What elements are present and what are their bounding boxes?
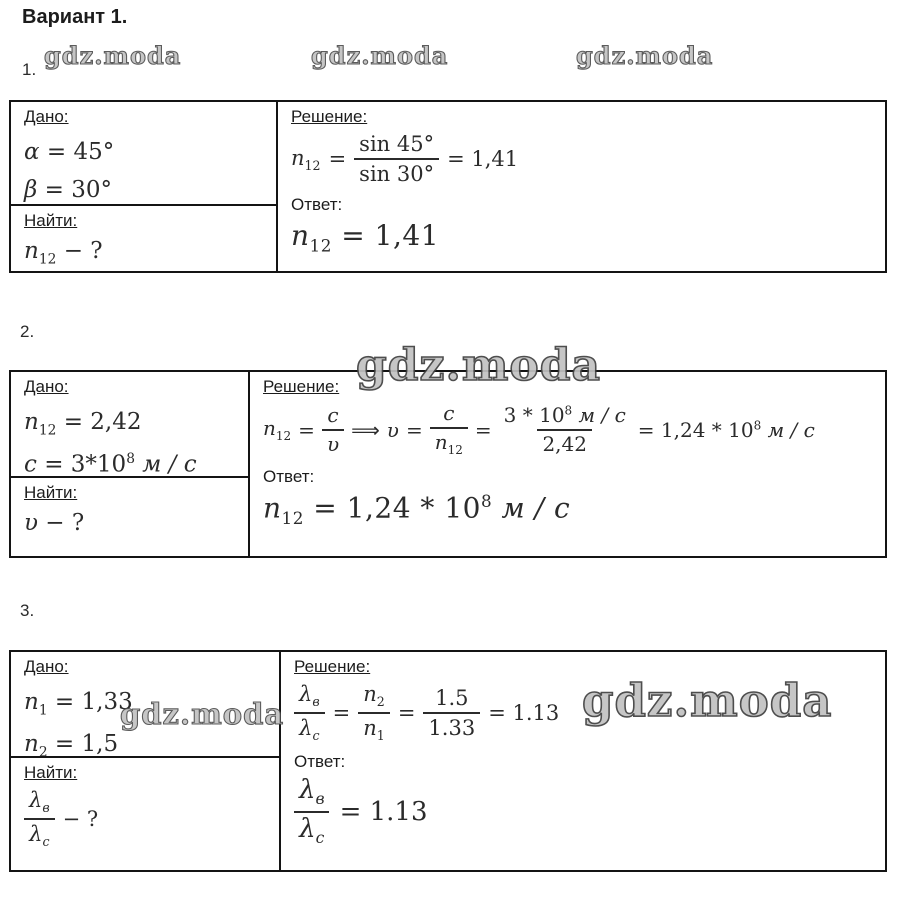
fraction bbox=[430, 402, 468, 458]
unit: м / с bbox=[761, 417, 815, 442]
equals: = bbox=[397, 700, 416, 725]
p2-given-line-1 bbox=[24, 409, 238, 439]
subscript: в bbox=[315, 790, 325, 809]
fraction bbox=[499, 404, 631, 456]
p1-given-line-1 bbox=[24, 139, 266, 165]
exponent: 8 bbox=[564, 403, 573, 418]
equals: = bbox=[298, 417, 315, 442]
solution-label: Решение: bbox=[294, 657, 371, 676]
p1-find-formula bbox=[24, 238, 266, 268]
var-n: n bbox=[24, 689, 39, 715]
denominator bbox=[430, 427, 468, 458]
p3-given-line-2 bbox=[24, 731, 269, 758]
p2-find-formula bbox=[24, 510, 238, 536]
p2-answer-formula bbox=[263, 491, 875, 528]
lhs bbox=[291, 146, 321, 173]
numerator: sin 45° bbox=[359, 132, 435, 156]
subscript: 2 bbox=[38, 744, 48, 758]
value: = 1.13 bbox=[339, 797, 428, 828]
subscript: с bbox=[42, 833, 50, 849]
subscript: 12 bbox=[38, 251, 57, 268]
numerator bbox=[358, 682, 390, 712]
var-n: n bbox=[363, 715, 377, 740]
watermark: gdz.moda bbox=[582, 674, 833, 727]
denominator: υ bbox=[322, 429, 344, 456]
numerator: 1.5 bbox=[435, 685, 469, 710]
subscript: 12 bbox=[281, 507, 304, 528]
numerator: c bbox=[327, 402, 339, 427]
p2-given-line-2 bbox=[24, 451, 238, 478]
numerator bbox=[24, 788, 55, 818]
var-lambda: λ bbox=[299, 775, 316, 806]
result: = 1,41 bbox=[447, 147, 519, 172]
p3-find-formula bbox=[24, 788, 269, 849]
equals: = bbox=[405, 417, 423, 442]
p2-given-cell bbox=[11, 372, 250, 478]
question: − ? bbox=[37, 510, 85, 536]
subscript: 12 bbox=[304, 157, 321, 173]
watermark: gdz.moda bbox=[576, 41, 714, 70]
var-lambda: λ bbox=[299, 814, 316, 845]
fraction bbox=[358, 682, 390, 743]
value: = 1,41 bbox=[331, 219, 440, 253]
var-lambda: λ bbox=[29, 788, 43, 812]
question: − ? bbox=[62, 806, 99, 831]
exponent: 8 bbox=[480, 490, 493, 511]
p2-solution-cell bbox=[250, 372, 885, 556]
denominator: sin 30° bbox=[354, 158, 439, 186]
var-lambda: λ bbox=[299, 682, 313, 706]
var-n: n bbox=[24, 238, 39, 264]
value: = 1,24 * 10 bbox=[637, 417, 754, 442]
var-c: c bbox=[24, 451, 37, 478]
watermark: gdz.moda bbox=[44, 41, 182, 70]
given-label: Дано: bbox=[24, 377, 69, 396]
value: = 1,5 bbox=[47, 730, 119, 757]
watermark: gdz.moda bbox=[311, 41, 449, 70]
given-label: Дано: bbox=[24, 107, 69, 126]
problem-1-number: 1. bbox=[22, 60, 37, 79]
problem-2-number: 2. bbox=[20, 322, 35, 341]
subscript: 1 bbox=[376, 727, 385, 743]
equals: = bbox=[332, 700, 351, 725]
implies-arrow: ⟹ bbox=[351, 417, 380, 442]
subscript: 12 bbox=[275, 429, 292, 444]
value: = 2,42 bbox=[56, 409, 142, 435]
equals: = bbox=[328, 147, 347, 172]
unit: м / с bbox=[572, 402, 626, 427]
var-n: n bbox=[24, 409, 39, 435]
denominator bbox=[294, 712, 324, 744]
given-label: Дано: bbox=[24, 657, 69, 676]
problem-2-table bbox=[9, 370, 887, 558]
find-label: Найти: bbox=[24, 483, 78, 502]
page-title: Вариант 1. bbox=[22, 6, 128, 28]
value: = 3*10 bbox=[36, 451, 127, 478]
find-label: Найти: bbox=[24, 211, 78, 230]
var-upsilon: υ bbox=[24, 510, 38, 536]
unit: м / с bbox=[134, 451, 197, 478]
fraction bbox=[423, 686, 480, 740]
value: = 45° bbox=[39, 139, 115, 165]
value: 3 * 10 bbox=[503, 402, 565, 427]
fraction bbox=[24, 788, 55, 849]
value: = 1,24 * 10 bbox=[303, 491, 481, 525]
value: = 1,33 bbox=[47, 689, 133, 715]
fraction bbox=[322, 404, 344, 456]
var-lambda: λ bbox=[299, 715, 313, 740]
exponent: 8 bbox=[753, 418, 762, 433]
subscript: в bbox=[42, 800, 50, 816]
watermark: gdz.moda bbox=[120, 697, 285, 731]
fraction bbox=[294, 776, 330, 848]
p1-given-line-2 bbox=[24, 177, 266, 203]
subscript: с bbox=[312, 727, 320, 743]
numerator bbox=[294, 682, 325, 712]
var-n: n bbox=[363, 682, 377, 706]
p3-answer-formula bbox=[294, 776, 875, 848]
watermark: gdz.moda bbox=[356, 340, 602, 391]
subscript: 2 bbox=[376, 694, 385, 710]
subscript: с bbox=[315, 829, 325, 848]
p1-solution-formula bbox=[291, 132, 875, 186]
result bbox=[638, 418, 815, 442]
var-lambda: λ bbox=[29, 821, 43, 846]
p1-solution-cell bbox=[278, 102, 885, 271]
subscript: в bbox=[312, 694, 320, 710]
fraction bbox=[294, 682, 325, 743]
subscript: 12 bbox=[309, 235, 332, 256]
result: = 1.13 bbox=[488, 700, 560, 725]
numerator bbox=[499, 404, 631, 429]
solution-label: Решение: bbox=[263, 377, 340, 396]
denominator bbox=[358, 712, 390, 744]
var-upsilon: υ bbox=[386, 417, 399, 442]
var-n: n bbox=[434, 430, 448, 454]
answer-label: Ответ: bbox=[291, 195, 343, 215]
p3-find-cell bbox=[11, 758, 281, 870]
denominator bbox=[24, 818, 54, 850]
denominator: 1.33 bbox=[423, 712, 480, 740]
var-n: n bbox=[291, 145, 305, 170]
denominator bbox=[294, 811, 329, 848]
answer-label: Ответ: bbox=[294, 752, 346, 772]
value: = 30° bbox=[37, 177, 112, 203]
question: − ? bbox=[56, 238, 103, 264]
fraction bbox=[354, 132, 439, 186]
denominator: 2,42 bbox=[537, 429, 592, 456]
var-alpha: α bbox=[24, 139, 40, 165]
var-n: n bbox=[263, 491, 282, 525]
subscript: 12 bbox=[38, 422, 57, 439]
var-n: n bbox=[263, 416, 276, 441]
p2-find-cell bbox=[11, 478, 250, 556]
var-n: n bbox=[24, 730, 39, 757]
p1-find-cell bbox=[11, 206, 278, 271]
problem-1-table bbox=[9, 100, 887, 273]
answer-label: Ответ: bbox=[263, 466, 315, 486]
var-n: n bbox=[291, 219, 310, 253]
solution-label: Решение: bbox=[291, 107, 368, 126]
var-beta: β bbox=[24, 177, 38, 203]
p1-given-cell bbox=[11, 102, 278, 206]
subscript: 12 bbox=[447, 443, 463, 457]
lhs bbox=[263, 416, 291, 443]
numerator: c bbox=[443, 401, 455, 425]
numerator bbox=[294, 776, 330, 811]
exponent: 8 bbox=[126, 450, 135, 467]
p1-answer-formula bbox=[291, 219, 875, 256]
subscript: 1 bbox=[38, 702, 48, 719]
p2-solution-formula bbox=[263, 402, 875, 458]
unit: м / с bbox=[492, 491, 571, 525]
equals: = bbox=[474, 417, 492, 442]
find-label: Найти: bbox=[24, 763, 78, 782]
problem-3-number: 3. bbox=[20, 601, 35, 620]
